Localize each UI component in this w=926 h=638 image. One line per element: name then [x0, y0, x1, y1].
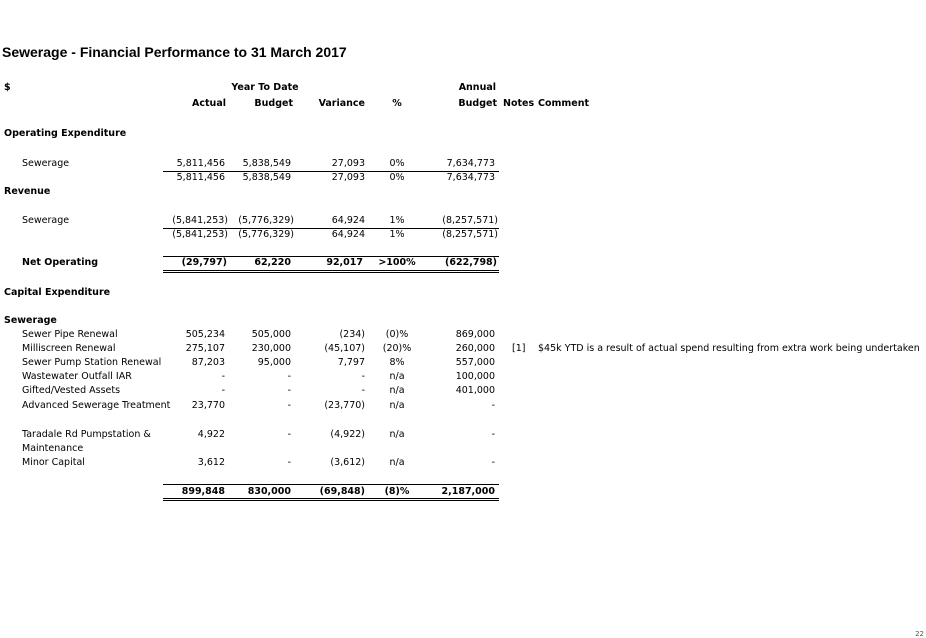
net-annual: (622,798) [445, 257, 497, 268]
cell-budget: 5,838,549 [242, 158, 291, 169]
capex-total-pct: (8)% [384, 486, 410, 497]
cell-annual: 7,634,773 [446, 158, 495, 169]
total-pct: 0% [389, 172, 405, 183]
ytd-header: Year To Date [231, 82, 299, 93]
row-label: Sewerage [22, 215, 70, 226]
capex-total-bottom-rule-2 [163, 500, 499, 501]
cell-variance: 27,093 [331, 158, 365, 169]
capex-heading: Capital Expenditure [4, 287, 111, 298]
cell-actual: 5,811,456 [176, 158, 225, 169]
row-label: Sewer Pump Station Renewal [22, 357, 162, 368]
cell-actual: 87,203 [191, 357, 225, 368]
row-label-continued: Maintenance [22, 443, 84, 454]
cell-pct: n/a [389, 429, 405, 440]
col-annual-budget-header: Budget [458, 98, 497, 109]
total-actual: 5,811,456 [176, 172, 225, 183]
cell-actual: 23,770 [191, 400, 225, 411]
capex-total-budget: 830,000 [247, 486, 291, 497]
cell-variance: - [361, 385, 365, 396]
cell-pct: n/a [389, 385, 405, 396]
cell-pct: (20)% [382, 343, 412, 354]
cell-variance: (4,922) [330, 429, 365, 440]
total-variance: 27,093 [331, 172, 365, 183]
net-pct: >100% [378, 257, 416, 268]
cell-annual: - [491, 429, 495, 440]
cell-budget: 230,000 [251, 343, 291, 354]
cell-variance: 7,797 [337, 357, 365, 368]
cell-budget: (5,776,329) [238, 215, 294, 226]
cell-pct: n/a [389, 371, 405, 382]
row-label: Minor Capital [22, 457, 85, 468]
cell-comment: $45k YTD is a result of actual spend resulting from extra work being undertaken [538, 343, 920, 354]
cell-actual: 3,612 [197, 457, 225, 468]
cell-annual: 557,000 [455, 357, 495, 368]
cell-variance: 64,924 [331, 215, 365, 226]
col-variance-header: Variance [318, 98, 365, 109]
cell-annual: 401,000 [455, 385, 495, 396]
cell-actual: 4,922 [197, 429, 225, 440]
total-annual: (8,257,571) [442, 229, 498, 240]
capex-total-variance: (69,848) [319, 486, 365, 497]
cell-pct: n/a [389, 400, 405, 411]
cell-note: [1] [512, 343, 526, 354]
capex-subheading: Sewerage [4, 315, 57, 326]
col-notes-header: Notes [503, 98, 535, 109]
cell-budget: 95,000 [257, 357, 291, 368]
cell-budget: - [287, 400, 291, 411]
total-annual: 7,634,773 [446, 172, 495, 183]
cell-variance: (234) [339, 329, 365, 340]
row-label: Milliscreen Renewal [22, 343, 116, 354]
revenue-heading: Revenue [4, 186, 51, 197]
cell-actual: - [221, 385, 225, 396]
net-bottom-rule-1 [163, 270, 499, 271]
annual-header: Annual [458, 82, 496, 93]
cell-budget: - [287, 371, 291, 382]
cell-annual: 260,000 [455, 343, 495, 354]
cell-annual: 869,000 [455, 329, 495, 340]
cell-actual: 275,107 [185, 343, 225, 354]
cell-annual: - [491, 400, 495, 411]
cell-actual: (5,841,253) [172, 215, 228, 226]
net-variance: 92,017 [326, 257, 363, 268]
net-label: Net Operating [22, 257, 99, 268]
net-actual: (29,797) [181, 257, 227, 268]
page-title: Sewerage - Financial Performance to 31 March 2017 [2, 44, 347, 60]
capex-total-top-rule [163, 484, 499, 485]
total-budget: (5,776,329) [238, 229, 294, 240]
total-variance: 64,924 [331, 229, 365, 240]
cell-actual: 505,234 [185, 329, 225, 340]
cell-budget: - [287, 457, 291, 468]
row-label: Wastewater Outfall IAR [22, 371, 132, 382]
cell-annual: 100,000 [455, 371, 495, 382]
cell-annual: - [491, 457, 495, 468]
row-label: Advanced Sewerage Treatment [22, 400, 171, 411]
cell-pct: (0)% [385, 329, 409, 340]
cell-budget: - [287, 429, 291, 440]
net-bottom-rule-2 [163, 272, 499, 273]
row-label: Taradale Rd Pumpstation & [22, 429, 151, 440]
row-label: Sewerage [22, 158, 70, 169]
cell-variance: (23,770) [324, 400, 365, 411]
col-pct-header: % [392, 98, 402, 109]
capex-total-annual: 2,187,000 [441, 486, 495, 497]
page-number: 22 [915, 630, 924, 638]
col-comment-header: Comment [538, 98, 590, 109]
cell-pct: n/a [389, 457, 405, 468]
total-actual: (5,841,253) [172, 229, 228, 240]
cell-budget: 505,000 [251, 329, 291, 340]
currency-label: $ [4, 82, 11, 93]
cell-variance: - [361, 371, 365, 382]
cell-pct: 0% [389, 158, 405, 169]
cell-variance: (3,612) [330, 457, 365, 468]
cell-pct: 1% [389, 215, 405, 226]
row-label: Sewer Pipe Renewal [22, 329, 118, 340]
net-budget: 62,220 [254, 257, 291, 268]
cell-variance: (45,107) [324, 343, 365, 354]
cell-annual: (8,257,571) [442, 215, 498, 226]
total-pct: 1% [389, 229, 405, 240]
col-actual-header: Actual [192, 98, 226, 109]
row-label: Gifted/Vested Assets [22, 385, 121, 396]
opex-heading: Operating Expenditure [4, 128, 127, 139]
capex-total-bottom-rule-1 [163, 498, 499, 499]
cell-actual: - [221, 371, 225, 382]
cell-pct: 8% [389, 357, 405, 368]
col-budget-header: Budget [254, 98, 293, 109]
capex-total-actual: 899,848 [181, 486, 225, 497]
total-budget: 5,838,549 [242, 172, 291, 183]
cell-budget: - [287, 385, 291, 396]
